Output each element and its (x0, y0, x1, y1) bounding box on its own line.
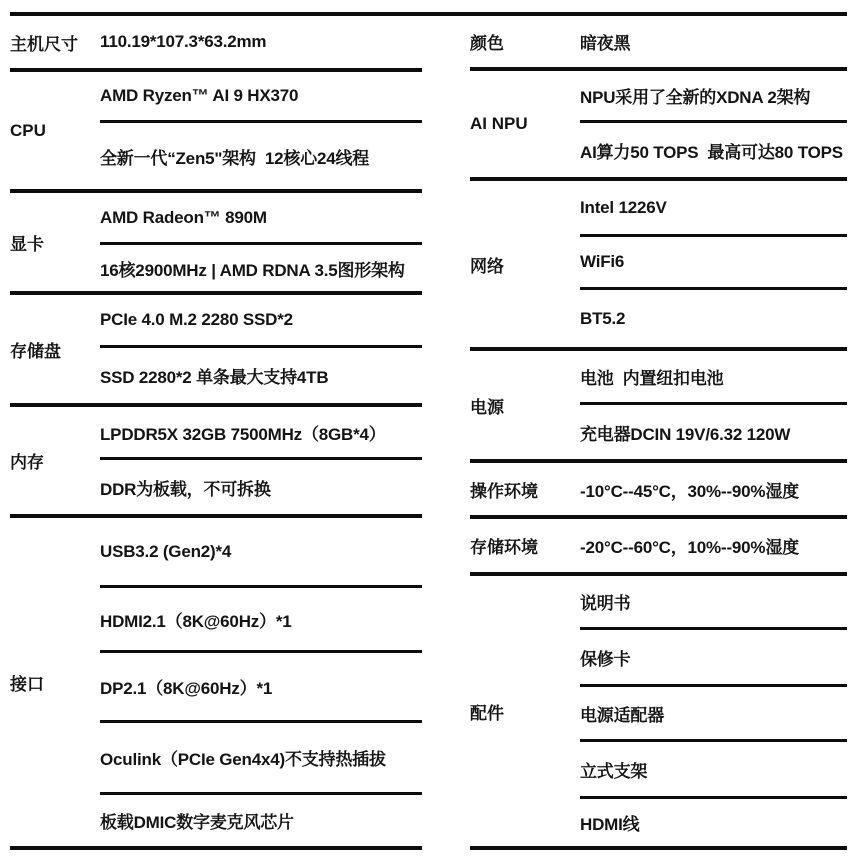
section-memory (10, 403, 422, 514)
spec-label: 配件 (470, 703, 504, 723)
spec-values (580, 519, 847, 572)
spec-label: 网络 (470, 256, 504, 276)
spec-values (580, 576, 847, 846)
section-ports (10, 514, 422, 846)
section-accessories (470, 572, 847, 846)
spec-value: SSD 2280*2 单条最大支持4TB (100, 345, 422, 403)
spec-values (580, 351, 847, 459)
section-dimensions (10, 16, 422, 68)
section-power (470, 347, 847, 459)
section-network (470, 177, 847, 347)
spec-value: -10°C--45°C，30%--90%湿度 (580, 481, 799, 501)
spec-value: 暗夜黑 (580, 34, 631, 53)
spec-value: AI算力50 TOPS 最高可达80 TOPS (580, 120, 847, 177)
spec-value: Intel 1226V (580, 197, 667, 217)
spec-value: -20°C--60°C，10%--90%湿度 (580, 538, 799, 557)
spec-values (580, 463, 847, 515)
spec-values (580, 71, 847, 177)
spec-value: 充电器DCIN 19V/6.32 120W (580, 402, 847, 459)
spec-value: USB3.2 (Gen2)*4 (100, 541, 232, 561)
section-cpu (10, 68, 422, 189)
spec-column-left (10, 16, 422, 850)
spec-value: 全新一代“Zen5"架构 12核心24线程 (100, 120, 422, 189)
section-color (470, 16, 847, 67)
spec-label: 内存 (10, 453, 44, 472)
spec-label: CPU (10, 120, 46, 140)
spec-value: BT5.2 (580, 287, 847, 347)
spec-label: 存储盘 (10, 341, 61, 361)
section-storage-env (470, 515, 847, 572)
spec-value: 电池 内置纽扣电池 (580, 369, 724, 388)
spec-label: AI NPU (470, 114, 528, 133)
spec-values (100, 407, 422, 514)
spec-value: AMD Radeon™ 890M (100, 207, 267, 227)
spec-values (100, 72, 422, 189)
spec-value: NPU采用了全新的XDNA 2架构 (580, 88, 811, 107)
spec-label: 接口 (10, 674, 44, 694)
spec-label: 显卡 (10, 234, 44, 254)
spec-column-right (470, 16, 847, 850)
spec-label: 操作环境 (470, 481, 538, 501)
section-operating-env (470, 459, 847, 515)
section-ai-npu (470, 67, 847, 177)
spec-value: 立式支架 (580, 739, 847, 796)
spec-value: 说明书 (580, 594, 631, 613)
spec-values (100, 193, 422, 291)
spec-value: LPDDR5X 32GB 7500MHz（8GB*4） (100, 424, 386, 444)
spec-values (100, 518, 422, 846)
spec-value: WiFi6 (580, 234, 847, 287)
spec-value: 电源适配器 (580, 684, 847, 739)
spec-label: 电源 (470, 397, 504, 417)
section-storage (10, 291, 422, 403)
spec-value: HDMI线 (580, 796, 847, 846)
spec-label: 存储环境 (470, 538, 538, 557)
spec-values (100, 295, 422, 403)
spec-value: DDR为板载，不可拆换 (100, 457, 422, 514)
spec-values (580, 16, 847, 67)
spec-label: 主机尺寸 (10, 34, 78, 54)
spec-values (100, 16, 422, 68)
spec-value: 16核2900MHz | AMD RDNA 3.5图形架构 (100, 242, 422, 291)
spec-value: AMD Ryzen™ AI 9 HX370 (100, 86, 299, 105)
spec-value: 板载DMIC数字麦克风芯片 (100, 792, 422, 846)
section-gpu (10, 189, 422, 291)
spec-values (580, 181, 847, 347)
spec-value: DP2.1（8K@60Hz）*1 (100, 650, 422, 720)
spec-value: HDMI2.1（8K@60Hz）*1 (100, 585, 422, 650)
spec-value: PCIe 4.0 M.2 2280 SSD*2 (100, 310, 293, 329)
spec-value: 保修卡 (580, 627, 847, 684)
spec-value: Oculink（PCIe Gen4x4)不支持热插拔 (100, 720, 422, 792)
spec-value: 110.19*107.3*63.2mm (100, 32, 267, 51)
spec-label: 颜色 (470, 34, 504, 53)
